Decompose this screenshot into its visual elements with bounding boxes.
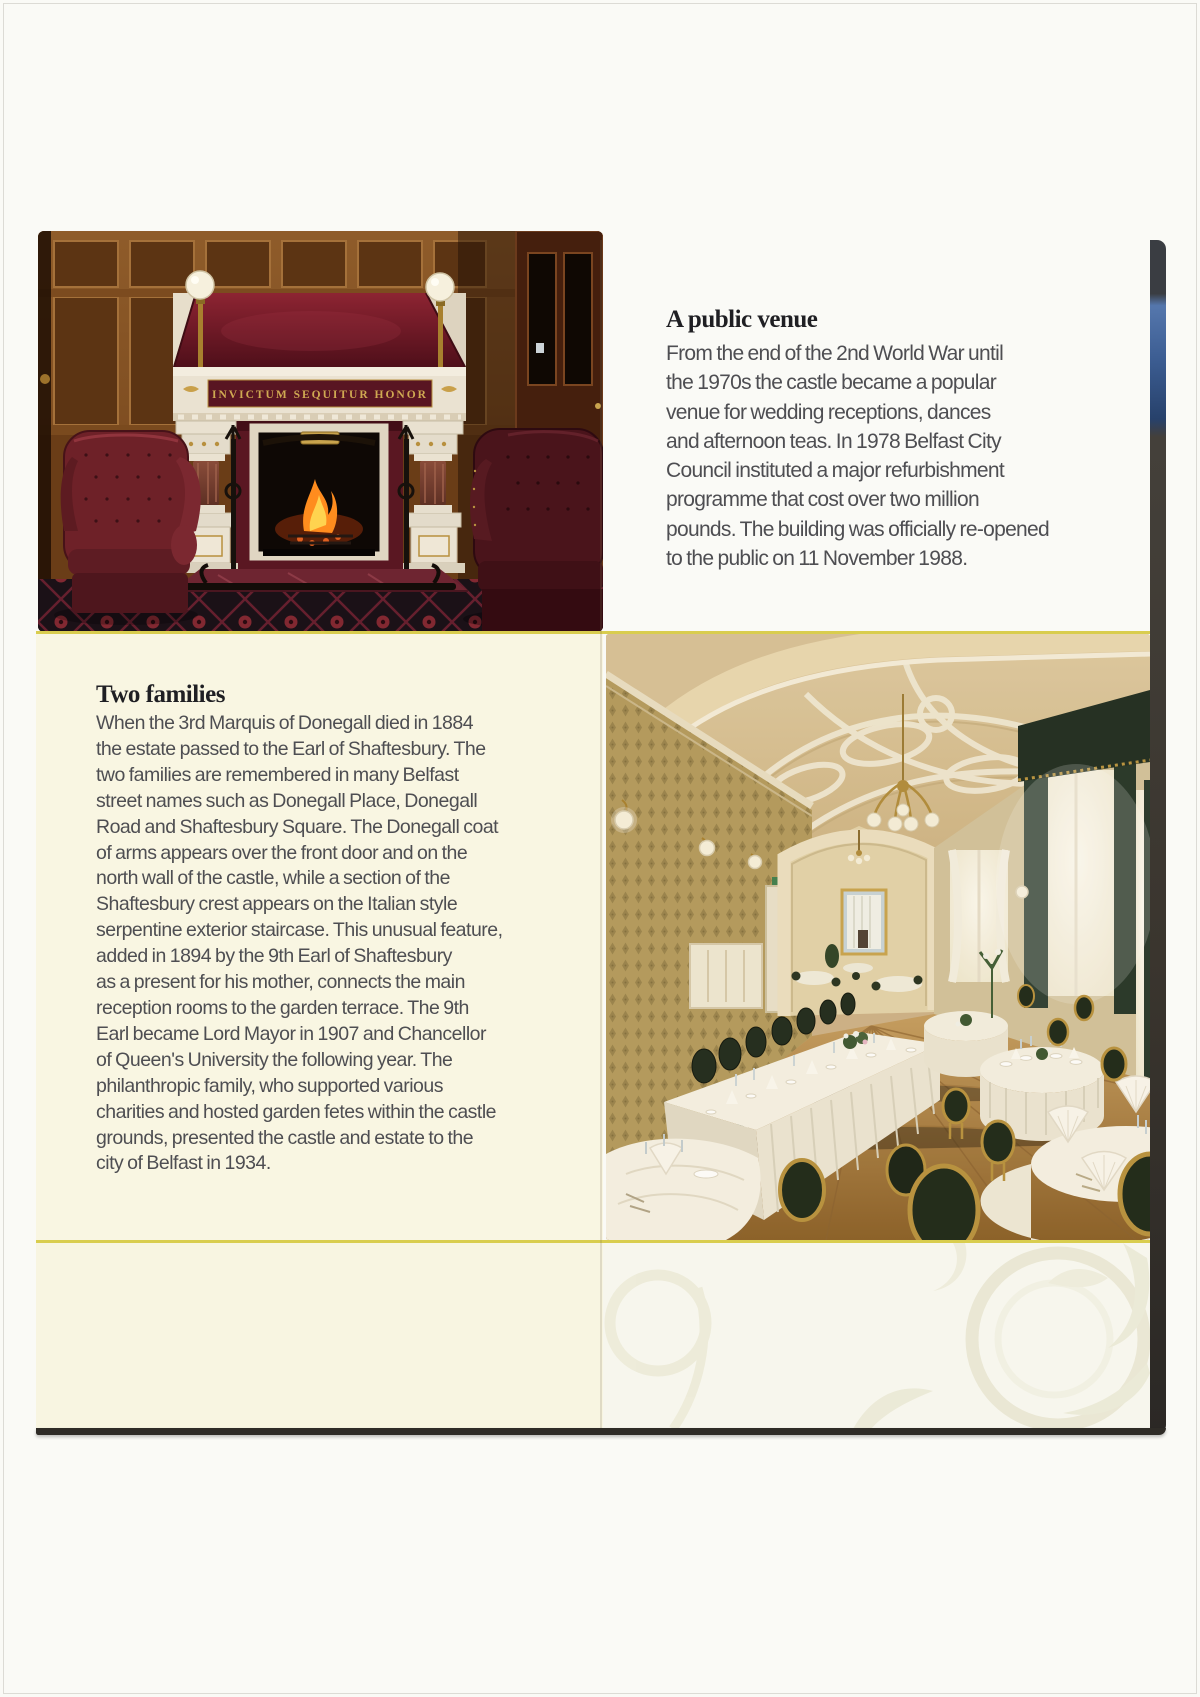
body-line: two families are remembered in many Belfast (96, 763, 459, 786)
body-line: serpentine exterior staircase. This unusual feature, (96, 919, 503, 942)
body-line: north wall of the castle, while a section of the (96, 867, 450, 890)
body-line: venue for wedding receptions, dances (666, 400, 991, 424)
body-line: When the 3rd Marquis of Donegall died in 1884 (96, 712, 474, 734)
banquet-room-photo (606, 634, 1150, 1240)
section-body-two-families (96, 711, 503, 1177)
body-line: Shaftesbury crest appears on the Italian style (96, 893, 458, 916)
body-line: grounds, presented the castle and estate to the (96, 1126, 474, 1149)
body-line: of Queen's University the following year. The (96, 1048, 453, 1071)
next-page-edge-strip (1150, 240, 1166, 1434)
page-fold-crease (600, 240, 602, 1429)
bottom-cream-band (36, 1243, 603, 1429)
body-line: reception rooms to the garden terrace. The 9th (96, 996, 469, 1019)
section-heading-public-venue: A public venue (666, 306, 818, 333)
body-line: Earl became Lord Mayor in 1907 and Chancellor (96, 1022, 486, 1045)
body-line: From the end of the 2nd World War until (666, 342, 1004, 365)
fireplace-room-photo (38, 231, 603, 632)
body-line: Council instituted a major refurbishment (666, 459, 1005, 483)
body-line: the estate passed to the Earl of Shaftesbury. The (96, 737, 486, 760)
left-wing-chair (61, 431, 201, 613)
body-line: to the public on 11 November 1988. (666, 547, 968, 571)
body-line: added in 1894 by the 9th Earl of Shaftesbury (96, 945, 452, 968)
page-bottom-edge (36, 1428, 1166, 1435)
body-line: the 1970s the castle became a popular (666, 371, 997, 395)
body-line: pounds. The building was officially re-opened (666, 517, 1049, 541)
body-line: as a present for his mother, connects the main (96, 971, 465, 994)
section-heading-two-families: Two families (96, 681, 225, 708)
body-line: city of Belfast in 1934. (96, 1152, 271, 1175)
body-line: and afternoon teas. In 1978 Belfast City (666, 429, 1001, 453)
right-wing-chair (470, 429, 603, 632)
body-line: Road and Shaftesbury Square. The Donegall coat (96, 815, 499, 838)
fireplace-frieze-inscription: INVICTUM SEQUITUR HONOR (212, 389, 428, 401)
body-line: philanthropic family, who supported various (96, 1074, 443, 1097)
section-body-public-venue (666, 339, 1049, 573)
body-line: of arms appears over the front door and on the (96, 841, 468, 864)
body-line: charities and hosted garden fetes within the castle (96, 1100, 497, 1123)
body-line: programme that cost over two million (666, 488, 979, 512)
body-line: street names such as Donegall Place, Donegall (96, 789, 478, 812)
decorative-swirl-flourishes (603, 1243, 1150, 1429)
